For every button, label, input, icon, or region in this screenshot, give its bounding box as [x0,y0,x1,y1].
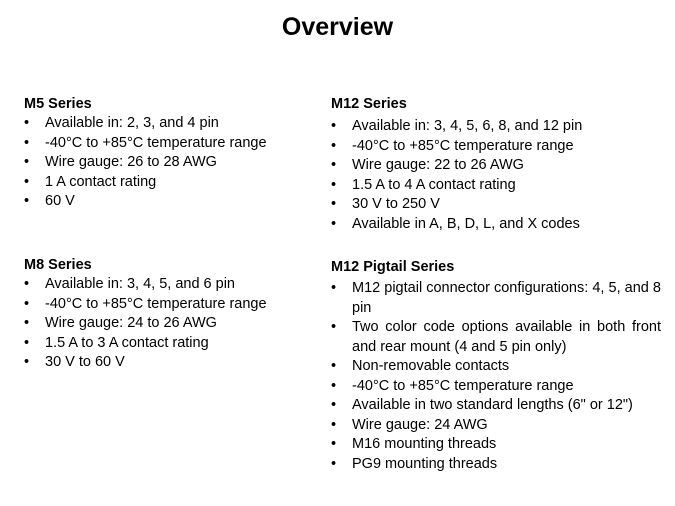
list-item-text: -40°C to +85°C temperature range [45,134,267,151]
list-item-text: Available in: 2, 3, and 4 pin [45,115,219,131]
list-item [331,377,661,397]
bullet-icon: • [24,154,30,170]
list-item-text: Wire gauge: 22 to 26 AWG [352,157,524,173]
bullet-icon: • [331,118,337,134]
list-item [331,176,661,196]
m5-series-list [24,114,324,212]
list-item [24,295,324,315]
list-item-text: Wire gauge: 24 to 26 AWG [45,315,217,331]
m12-pigtail-series-heading: M12 Pigtail Series [331,259,455,275]
list-item [331,117,661,137]
list-item [331,195,661,215]
list-item-text: M12 pigtail connector configurations: 4, 5, and 8 pin [352,280,661,316]
list-item [24,334,324,354]
m8-series-list [24,275,324,373]
list-item-text: Available in two standard lengths (6" or 12") [352,397,633,413]
m5-series-heading: M5 Series [24,96,92,112]
bullet-icon: • [331,397,337,413]
list-item-text: 1 A contact rating [45,173,157,190]
bullet-icon: • [24,295,30,312]
list-item [331,215,661,235]
list-item-text: 1.5 A to 3 A contact rating [45,334,209,351]
list-item-text: 30 V to 60 V [45,354,125,370]
bullet-icon: • [331,319,337,335]
m12-series-section [331,94,661,234]
list-item-text: 1.5 A to 4 A contact rating [352,176,516,193]
bullet-icon: • [24,193,30,209]
list-item-text: Available in: 3, 4, 5, 6, 8, and 12 pin [352,118,583,134]
bullet-icon: • [331,157,337,173]
list-item-text: Non-removable contacts [352,358,510,374]
list-item [24,192,324,212]
list-item [24,134,324,154]
list-item [331,416,661,436]
bullet-icon: • [331,416,337,433]
list-item [331,455,661,475]
bullet-icon: • [331,176,337,193]
list-item [331,357,661,377]
m12-pigtail-series-section [331,257,661,474]
bullet-icon: • [331,280,337,296]
list-item-text: -40°C to +85°C temperature range [352,377,574,394]
list-item [331,396,661,416]
list-item-text: -40°C to +85°C temperature range [352,137,574,154]
m8-series-section [24,255,324,373]
m5-series-section [24,94,324,212]
m12-pigtail-series-list [331,279,661,474]
list-item [24,275,324,295]
list-item [331,156,661,176]
m12-series-heading: M12 Series [331,96,407,112]
list-item [24,153,324,173]
list-item-text: -40°C to +85°C temperature range [45,295,267,312]
bullet-icon: • [331,196,337,212]
slide-title: Overview [281,13,394,41]
bullet-icon: • [331,436,337,452]
list-item-text: Wire gauge: 26 to 28 AWG [45,154,217,170]
bullet-icon: • [331,215,337,232]
bullet-icon: • [331,358,337,374]
list-item-text: M16 mounting threads [352,436,497,452]
bullet-icon: • [24,276,30,292]
list-item-text: 30 V to 250 V [352,196,440,212]
list-item-text: Available in: 3, 4, 5, and 6 pin [45,276,235,292]
bullet-icon: • [24,115,30,131]
bullet-icon: • [331,137,337,154]
bullet-icon: • [24,354,30,370]
list-item [24,353,324,373]
bullet-icon: • [24,334,30,351]
bullet-icon: • [24,134,30,151]
m8-series-heading: M8 Series [24,257,92,273]
bullet-icon: • [24,173,30,190]
list-item [331,137,661,157]
list-item [331,318,661,357]
bullet-icon: • [24,315,30,331]
list-item-text: Two color code options available in both front and rear mount (4 and 5 pin only) [352,319,661,355]
list-item-text: Available in A, B, D, L, and X codes [352,215,580,232]
list-item [24,314,324,334]
m12-series-list [331,117,661,234]
list-item [331,279,661,318]
bullet-icon: • [331,455,337,472]
list-item-text: Wire gauge: 24 AWG [352,416,488,433]
list-item-text: PG9 mounting threads [352,455,498,472]
list-item [24,114,324,134]
list-item-text: 60 V [45,193,75,209]
list-item [331,435,661,455]
list-item [24,173,324,193]
bullet-icon: • [331,377,337,394]
